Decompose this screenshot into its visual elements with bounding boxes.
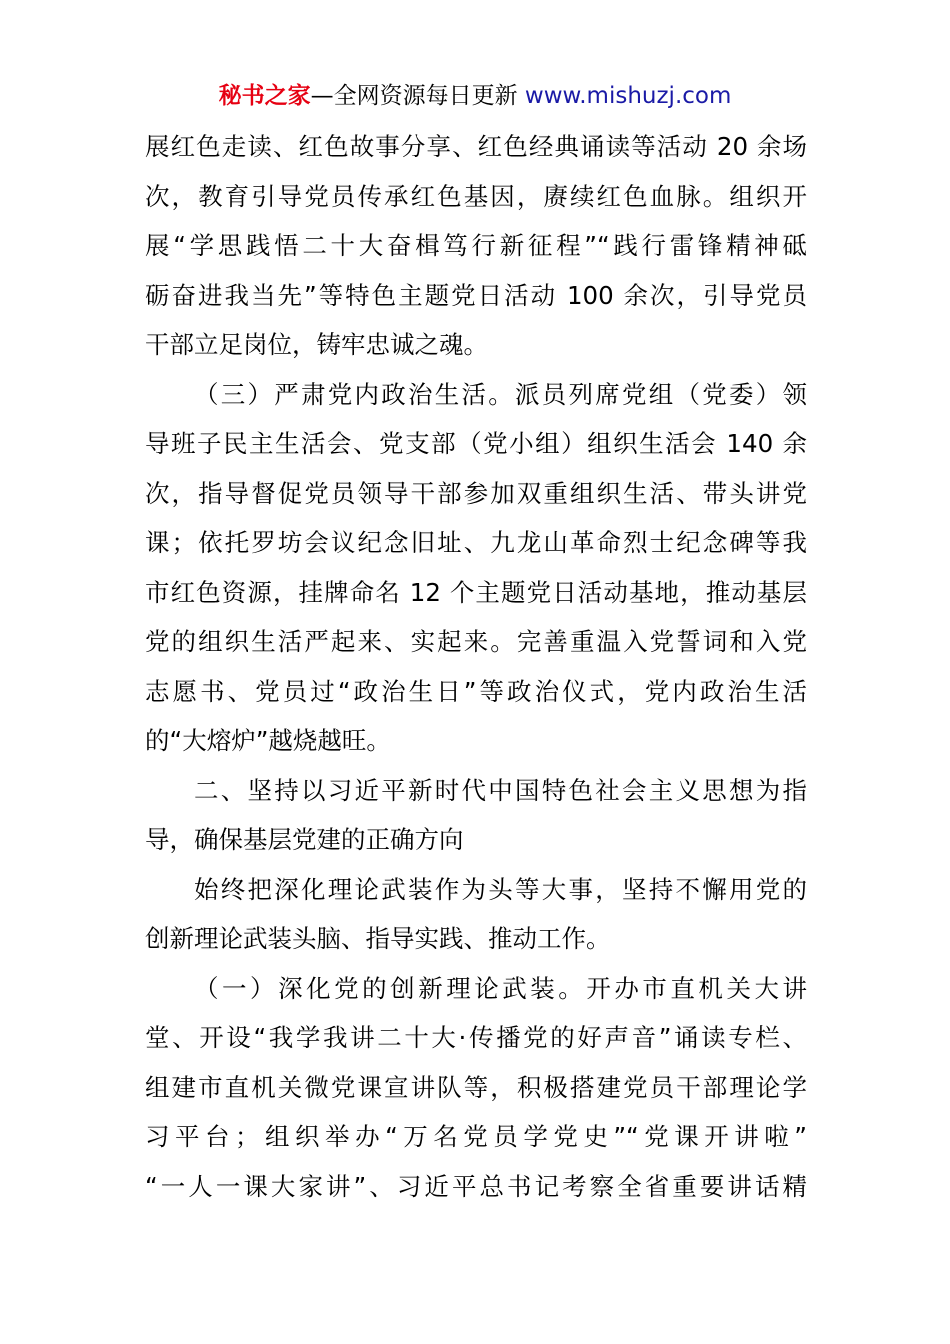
text-line: 堂、开设“我学我讲二十大·传播党的好声音”诵读专栏、: [145, 1023, 807, 1052]
text-line: 干部立足岗位，铸牢忠诚之魂。: [145, 330, 488, 359]
text-line: 党的组织生活严起来、实起来。完善重温入党誓词和入党: [145, 627, 807, 656]
text-line: 次，教育引导党员传承红色基因，赓续红色血脉。组织开: [145, 181, 807, 211]
text-line: 习平台；组织举办“万名党员学党史”“党课开讲啦”: [145, 1122, 807, 1151]
text-line: （一）深化党的创新理论武装。开办市直机关大讲: [194, 973, 807, 1003]
text-line: 次，指导督促党员领导干部参加双重组织生活、带头讲党: [145, 478, 807, 508]
paragraph: [145, 122, 807, 370]
text-line: 创新理论武装头脑、指导实践、推动工作。: [145, 924, 611, 953]
section-heading: [145, 766, 807, 865]
text-line: 砺奋进我当先”等特色主题党日活动 100 余次，引导党员: [145, 280, 807, 310]
document-body: [145, 122, 807, 1211]
text-line: 二、坚持以习近平新时代中国特色社会主义思想为指: [194, 775, 807, 805]
text-line: 展红色走读、红色故事分享、红色经典诵读等活动 20 余场: [145, 132, 807, 161]
text-line: 课；依托罗坊会议纪念旧址、九龙山革命烈士纪念碑等我: [145, 528, 807, 557]
paragraph: [145, 865, 807, 964]
banner-brand: 秘书之家: [218, 83, 311, 109]
text-line: 组建市直机关微党课宣讲队等，积极搭建党员干部理论学: [145, 1072, 807, 1102]
banner-slogan: —全网资源每日更新: [310, 83, 525, 109]
text-line: 导班子民主生活会、党支部（党小组）组织生活会 140 余: [145, 429, 807, 458]
text-line: 展“学思践悟二十大奋楫笃行新征程”“践行雷锋精神砥: [145, 231, 807, 260]
text-line: 市红色资源，挂牌命名 12 个主题党日活动基地，推动基层: [145, 577, 807, 607]
banner-url[interactable]: www.mishuzj.com: [524, 83, 732, 109]
paragraph: [145, 370, 807, 766]
text-line: （三）严肃党内政治生活。派员列席党组（党委）领: [194, 379, 807, 409]
text-line: “一人一课大家讲”、习近平总书记考察全省重要讲话精: [145, 1171, 807, 1201]
text-line: 志愿书、党员过“政治生日”等政治仪式，党内政治生活: [145, 676, 807, 706]
text-line: 的“大熔炉”越烧越旺。: [145, 726, 391, 755]
text-line: 导，确保基层党建的正确方向: [145, 825, 464, 854]
paragraph: [145, 964, 807, 1212]
site-banner: [0, 80, 950, 112]
text-line: 始终把深化理论武装作为头等大事，坚持不懈用党的: [194, 874, 807, 904]
